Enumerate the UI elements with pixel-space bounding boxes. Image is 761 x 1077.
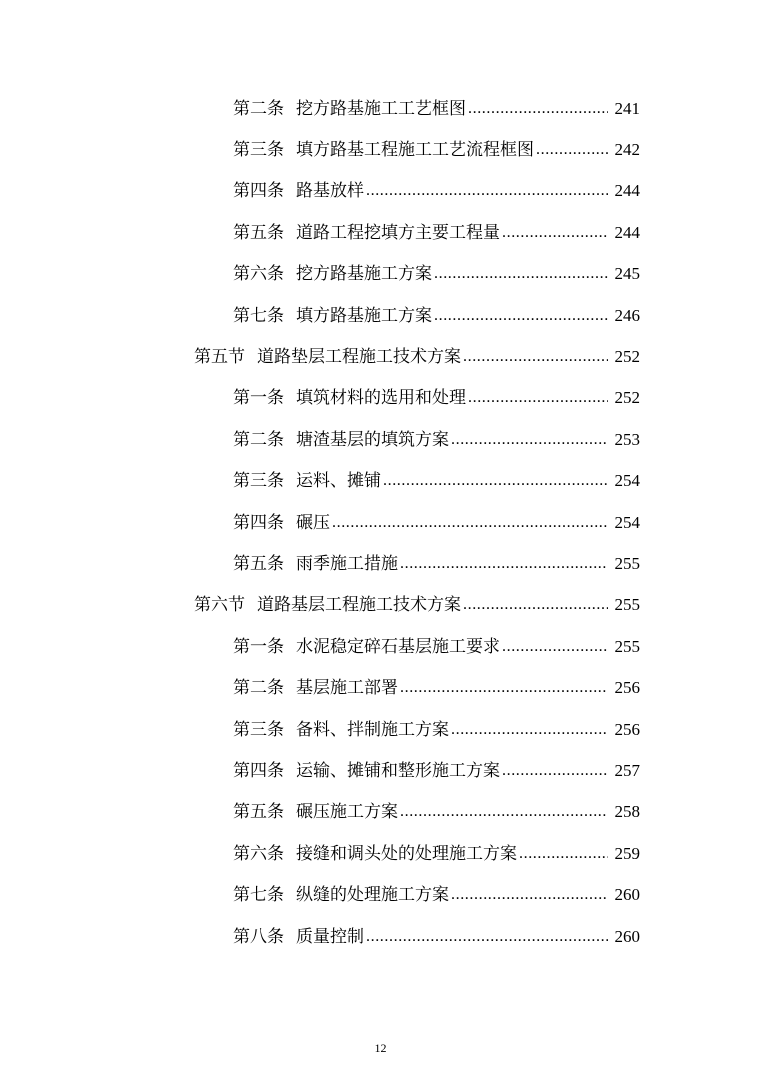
toc-entry-title: 运料、摊铺 <box>296 471 381 492</box>
toc-article-entry <box>0 792 761 833</box>
toc-entry-number: 第六条 <box>233 843 284 864</box>
toc-entry-number: 第五节 <box>194 347 245 368</box>
toc-entry-number: 第一条 <box>233 388 284 409</box>
toc-entry-page: 252 <box>614 347 640 367</box>
toc-entry-title: 备料、拌制施工方案 <box>296 719 449 740</box>
toc-entry-number: 第四条 <box>233 512 284 533</box>
dot-leader <box>502 761 608 781</box>
toc-entry-page: 255 <box>614 553 640 573</box>
toc-entry-number: 第五条 <box>233 553 284 574</box>
dot-leader <box>434 306 608 326</box>
table-of-contents <box>0 88 761 957</box>
dot-leader <box>434 264 608 284</box>
toc-entry-title: 挖方路基施工工艺框图 <box>296 98 466 119</box>
toc-entry-number: 第五条 <box>233 802 284 823</box>
toc-section-entry <box>0 336 761 377</box>
toc-entry-title: 运输、摊铺和整形施工方案 <box>296 760 500 781</box>
dot-leader <box>400 678 608 698</box>
toc-entry-page: 259 <box>614 843 640 863</box>
toc-article-entry <box>0 709 761 750</box>
toc-entry-number: 第二条 <box>233 678 284 699</box>
toc-entry-title: 路基放样 <box>296 181 364 202</box>
toc-article-entry <box>0 295 761 336</box>
toc-article-entry <box>0 88 761 129</box>
toc-entry-title: 基层施工部署 <box>296 678 398 699</box>
toc-entry-title: 填方路基施工方案 <box>296 305 432 326</box>
toc-entry-page: 242 <box>614 140 640 160</box>
toc-entry-title: 碾压 <box>296 512 330 533</box>
toc-entry-title: 碾压施工方案 <box>296 802 398 823</box>
toc-entry-page: 254 <box>614 512 640 532</box>
toc-article-entry <box>0 626 761 667</box>
toc-entry-title: 接缝和调头处的处理施工方案 <box>296 843 517 864</box>
toc-entry-page: 252 <box>614 388 640 408</box>
toc-article-entry <box>0 419 761 460</box>
toc-entry-title: 填方路基工程施工工艺流程框图 <box>296 140 534 161</box>
toc-entry-number: 第一条 <box>233 636 284 657</box>
toc-entry-page: 257 <box>614 760 640 780</box>
dot-leader <box>463 595 608 615</box>
toc-entry-title: 纵缝的处理施工方案 <box>296 885 449 906</box>
dot-leader <box>451 430 608 450</box>
toc-entry-number: 第八条 <box>233 926 284 947</box>
dot-leader <box>463 347 608 367</box>
toc-entry-number: 第四条 <box>233 181 284 202</box>
toc-entry-number: 第七条 <box>233 885 284 906</box>
toc-article-entry <box>0 212 761 253</box>
dot-leader <box>468 99 608 119</box>
toc-article-entry <box>0 129 761 170</box>
toc-article-entry <box>0 461 761 502</box>
toc-entry-number: 第二条 <box>233 429 284 450</box>
dot-leader <box>519 844 608 864</box>
dot-leader <box>400 554 608 574</box>
toc-article-entry <box>0 171 761 212</box>
toc-entry-number: 第三条 <box>233 471 284 492</box>
toc-entry-page: 246 <box>614 305 640 325</box>
toc-entry-page: 244 <box>614 181 640 201</box>
toc-entry-page: 253 <box>614 429 640 449</box>
toc-entry-number: 第二条 <box>233 98 284 119</box>
toc-article-entry <box>0 502 761 543</box>
toc-entry-number: 第三条 <box>233 140 284 161</box>
dot-leader <box>451 720 608 740</box>
dot-leader <box>400 802 608 822</box>
toc-entry-page: 245 <box>614 264 640 284</box>
toc-entry-page: 256 <box>614 678 640 698</box>
toc-article-entry <box>0 254 761 295</box>
toc-entry-title: 水泥稳定碎石基层施工要求 <box>296 636 500 657</box>
toc-article-entry <box>0 667 761 708</box>
toc-entry-page: 256 <box>614 719 640 739</box>
page-number: 12 <box>374 1041 387 1055</box>
toc-entry-page: 255 <box>614 595 640 615</box>
dot-leader <box>502 637 608 657</box>
toc-entry-number: 第六节 <box>194 595 245 616</box>
toc-article-entry <box>0 378 761 419</box>
toc-entry-page: 255 <box>614 636 640 656</box>
dot-leader <box>468 388 608 408</box>
dot-leader <box>366 927 608 947</box>
toc-entry-title: 道路垫层工程施工技术方案 <box>257 347 461 368</box>
toc-entry-page: 260 <box>614 926 640 946</box>
toc-article-entry <box>0 750 761 791</box>
toc-entry-number: 第五条 <box>233 222 284 243</box>
dot-leader <box>383 471 608 491</box>
toc-entry-title: 质量控制 <box>296 926 364 947</box>
toc-entry-page: 260 <box>614 885 640 905</box>
toc-entry-title: 挖方路基施工方案 <box>296 264 432 285</box>
toc-entry-number: 第三条 <box>233 719 284 740</box>
toc-entry-title: 道路工程挖填方主要工程量 <box>296 222 500 243</box>
dot-leader <box>502 223 608 243</box>
toc-article-entry <box>0 874 761 915</box>
toc-entry-title: 雨季施工措施 <box>296 553 398 574</box>
toc-entry-page: 258 <box>614 802 640 822</box>
toc-entry-page: 241 <box>614 98 640 118</box>
toc-entry-title: 填筑材料的选用和处理 <box>296 388 466 409</box>
toc-entry-page: 244 <box>614 222 640 242</box>
toc-entry-number: 第六条 <box>233 264 284 285</box>
dot-leader <box>451 885 608 905</box>
toc-article-entry <box>0 916 761 957</box>
toc-article-entry <box>0 543 761 584</box>
dot-leader <box>332 513 608 533</box>
dot-leader <box>536 140 608 160</box>
toc-article-entry <box>0 833 761 874</box>
toc-entry-title: 塘渣基层的填筑方案 <box>296 429 449 450</box>
toc-entry-page: 254 <box>614 471 640 491</box>
toc-entry-number: 第七条 <box>233 305 284 326</box>
toc-section-entry <box>0 585 761 626</box>
toc-entry-title: 道路基层工程施工技术方案 <box>257 595 461 616</box>
dot-leader <box>366 181 608 201</box>
toc-entry-number: 第四条 <box>233 760 284 781</box>
